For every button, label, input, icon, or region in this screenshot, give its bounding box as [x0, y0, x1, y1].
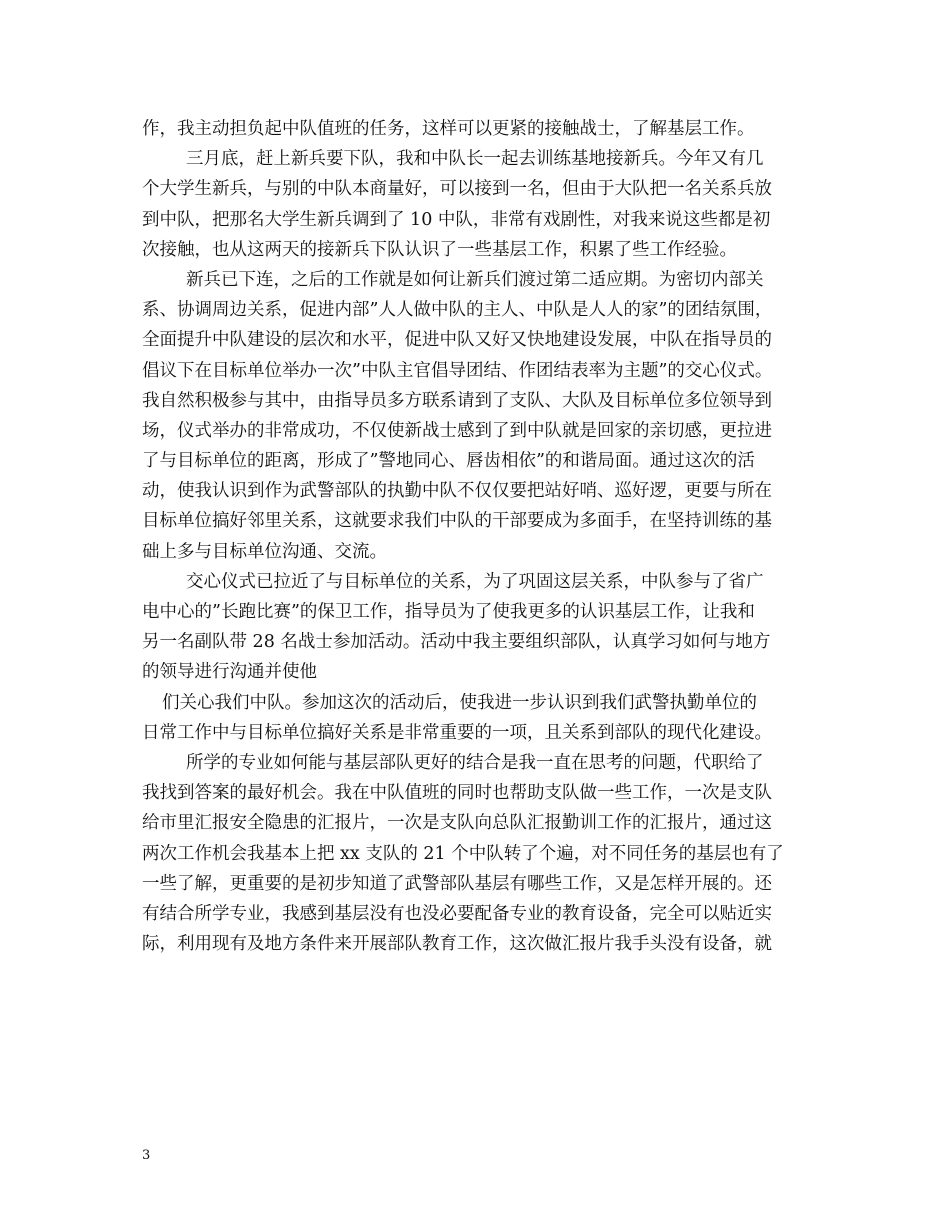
text-line: 作，我主动担负起中队值班的任务，这样可以更紧的接触战士，了解基层工作。: [142, 119, 755, 139]
text-line: 给市里汇报安全隐患的汇报片，一次是支队向总队汇报勤训工作的汇报片，通过这: [142, 813, 772, 834]
text-line: 到中队，把那名大学生新兵调到了 10 中队，非常有戏剧性，对我来说这些都是初: [142, 209, 771, 230]
text-line: 有结合所学专业，我感到基层没有也没必要配备专业的教育设备，完全可以贴近实: [142, 903, 772, 924]
text-line: 次接触，也从这两天的接新兵下队认识了一些基层工作，积累了些工作经验。: [142, 239, 737, 260]
text-line: 三月底，赶上新兵要下队，我和中队长一起去训练基地接新兵。今年又有几: [186, 149, 764, 170]
text-line: 个大学生新兵，与别的中队本商量好，可以接到一名，但由于大队把一名关系兵放: [142, 179, 772, 200]
text-line: 的领导进行沟通并使他: [142, 662, 317, 683]
text-line: 新兵已下连，之后的工作就是如何让新兵们渡过第二适应期。为密切内部关: [186, 269, 764, 290]
text-line: 另一名副队带 28 名战士参加活动。活动中我主要组织部队，认真学习如何与地方: [142, 632, 771, 653]
page-number: 3: [142, 1148, 151, 1163]
text-line: 我自然积极参与其中，由指导员多方联系请到了支队、大队及目标单位多位领导到: [142, 390, 772, 411]
text-line: 了与目标单位的距离，形成了”警地同心、唇齿相依”的和谐局面。通过这次的活: [142, 451, 755, 472]
text-line: 础上多与目标单位沟通、交流。: [142, 541, 387, 562]
text-line: 系、协调周边关系，促进内部”人人做中队的主人、中队是人人的家”的团结氛围，: [142, 300, 773, 321]
text-line: 日常工作中与目标单位搞好关系是非常重要的一项，且关系到部队的现代化建设。: [142, 722, 772, 743]
body-text: [142, 114, 822, 959]
text-line: 一些了解，更重要的是初步知道了武警部队基层有哪些工作，又是怎样开展的。还: [142, 873, 772, 894]
text-line: 们关心我们中队。参加这次的活动后，使我进一步认识到我们武警执勤单位的: [162, 692, 757, 713]
text-line: 倡议下在目标单位举办一次”中队主官倡导团结、作团结表率为主题”的交心仪式。: [142, 360, 773, 381]
text-line: 场，仪式举办的非常成功，不仅使新战士感到了到中队就是回家的亲切感，更拉进: [142, 420, 772, 441]
text-line: 我找到答案的最好机会。我在中队值班的同时也帮助支队做一些工作，一次是支队: [142, 783, 772, 804]
text-line: 动，使我认识到作为武警部队的执勤中队不仅仅要把站好哨、巡好逻，更要与所在: [142, 481, 772, 502]
text-line: 电中心的”长跑比赛”的保卫工作，指导员为了使我更多的认识基层工作，让我和: [142, 602, 755, 622]
text-line: 目标单位搞好邻里关系，这就要求我们中队的干部要成为多面手，在坚持训练的基: [142, 511, 772, 532]
text-line: 交心仪式已拉近了与目标单位的关系，为了巩固这层关系，中队参与了省广: [186, 571, 764, 592]
text-line: 两次工作机会我基本上把 xx 支队的 21 个中队转了个遍，对不同任务的基层也有了: [142, 843, 784, 864]
text-line: 所学的专业如何能与基层部队更好的结合是我一直在思考的问题，代职给了: [186, 752, 764, 773]
text-line: 全面提升中队建设的层次和水平，促进中队又好又快地建设发展，中队在指导员的: [142, 330, 772, 351]
text-line: 际，利用现有及地方条件来开展部队教育工作，这次做汇报片我手头没有设备，就: [142, 934, 772, 955]
